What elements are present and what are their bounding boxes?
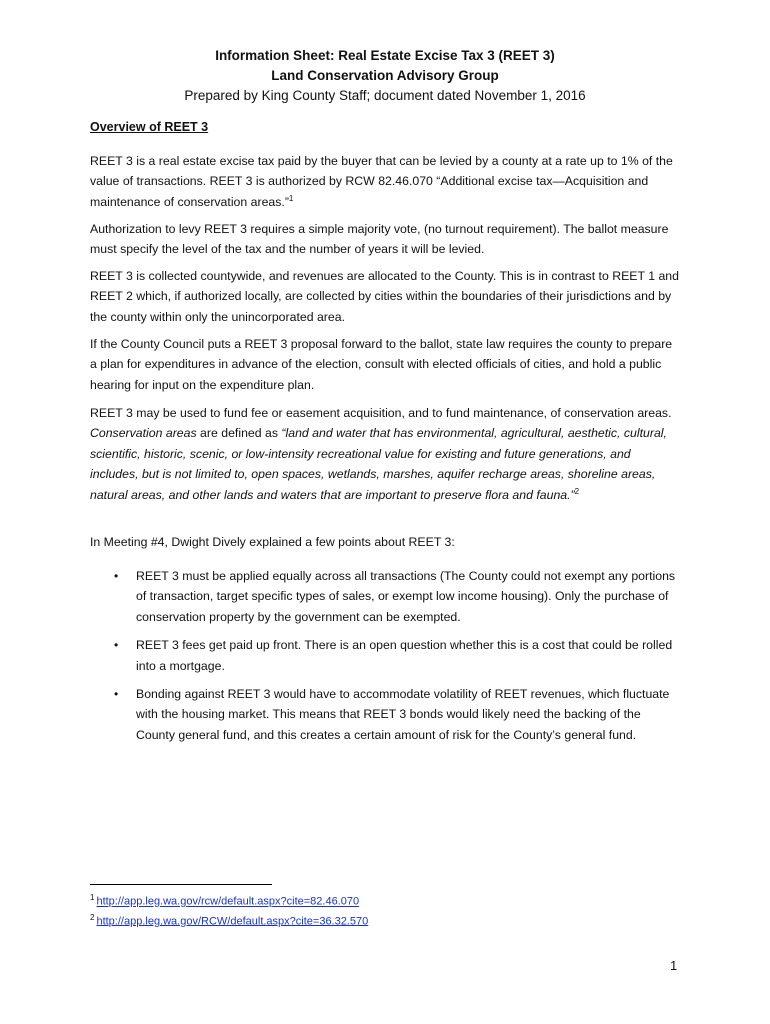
document-title: Information Sheet: Real Estate Excise Tax 3 (REET 3) (215, 48, 555, 63)
conservation-areas-term: Conservation areas (90, 426, 197, 441)
section-heading: Overview of REET 3 (90, 120, 209, 134)
title-block (0, 46, 770, 106)
bullet-icon: • (114, 569, 119, 583)
document-subtitle: Prepared by King County Staff; document dated November 1, 2016 (184, 88, 586, 103)
paragraph-reet3-definition (90, 151, 682, 212)
footnotes (90, 890, 368, 929)
footnote-number: 2 (90, 912, 95, 922)
paragraph-authorization: Authorization to levy REET 3 requires a simple majority vote, (no turnout requirement). The ballot measure must specify the level of the tax and the number of years it will be levied. (90, 222, 669, 257)
list-item (90, 566, 682, 627)
paragraph-conservation-areas (90, 403, 682, 505)
list-item-text: REET 3 fees get paid up front. There is an open question whether this is a cost that could be rolled into a mortgage. (136, 638, 673, 673)
paragraph-collection: REET 3 is collected countywide, and revenues are allocated to the County. This is in contrast to REET 1 and REET 2 which, if authorized locally, are collected by cities within the boundaries of their jurisdictions and by the county within only the unincorporated area. (90, 269, 679, 324)
bullet-icon: • (114, 638, 119, 653)
page-number: 1 (670, 958, 678, 973)
paragraph-text: REET 3 is a real estate excise tax paid by the buyer that can be levied by a county at a rate up to 1% of the value of transactions. REET 3 is authorized by RCW 82.46.070 “Additional excise tax—Acquisition and maintenance of conservation areas.” (90, 154, 673, 209)
list-item (90, 684, 682, 745)
paragraph-meeting-intro: In Meeting #4, Dwight Dively explained a few points about REET 3: (90, 535, 455, 549)
footnote-2 (90, 910, 368, 930)
list-item-text: REET 3 must be applied equally across all transactions (The County could not exempt any portions of transaction, target specific types of sales, or exempt low income housing). Only the purchase of conservation property by the government can be exempted. (136, 569, 676, 624)
footnote-number: 1 (90, 893, 95, 902)
footnote-divider (90, 884, 272, 885)
paragraph-text: are defined as (196, 426, 282, 441)
list-item-text: Bonding against REET 3 would have to accommodate volatility of REET revenues, which fluctuate with the housing market. This means that REET 3 bonds would likely need the backing of the County general fund, and this creates a certain amount of risk for the County’s general fund. (136, 687, 670, 742)
list-item (90, 635, 682, 676)
footnote-link-rcw-82-46-070[interactable]: http://app.leg.wa.gov/rcw/default.aspx?cite=82.46.070 (96, 895, 360, 908)
footnote-link-rcw-36-32-570[interactable]: http://app.leg.wa.gov/RCW/default.aspx?cite=36.32.570 (96, 915, 369, 928)
footnote-ref-2[interactable]: 2 (574, 486, 580, 496)
footnote-ref-1[interactable]: 1 (288, 193, 294, 203)
footnote-1 (90, 890, 368, 910)
document-group-title: Land Conservation Advisory Group (271, 68, 499, 83)
conservation-areas-quote: “land and water that has environmental, agricultural, aesthetic, cultural, scientific, historic, scenic, or low-intensity recreational value for existing and future generations, and includes, but is not limited to, open spaces, wetlands, marshes, aquifer recharge areas, shoreline areas, natural areas, and other lands and waters that are important to preserve flora and fauna.” (90, 426, 667, 502)
paragraph-text: REET 3 may be used to fund fee or easement acquisition, and to fund maintenance, of conservation areas. (90, 406, 672, 420)
bullet-list (90, 566, 682, 753)
bullet-icon: • (114, 687, 119, 702)
paragraph-council-proposal: If the County Council puts a REET 3 proposal forward to the ballot, state law requires the county to prepare a plan for expenditures in advance of the election, consult with elected officials of cities, and hold a public hearing for input on the expenditure plan. (90, 337, 673, 392)
